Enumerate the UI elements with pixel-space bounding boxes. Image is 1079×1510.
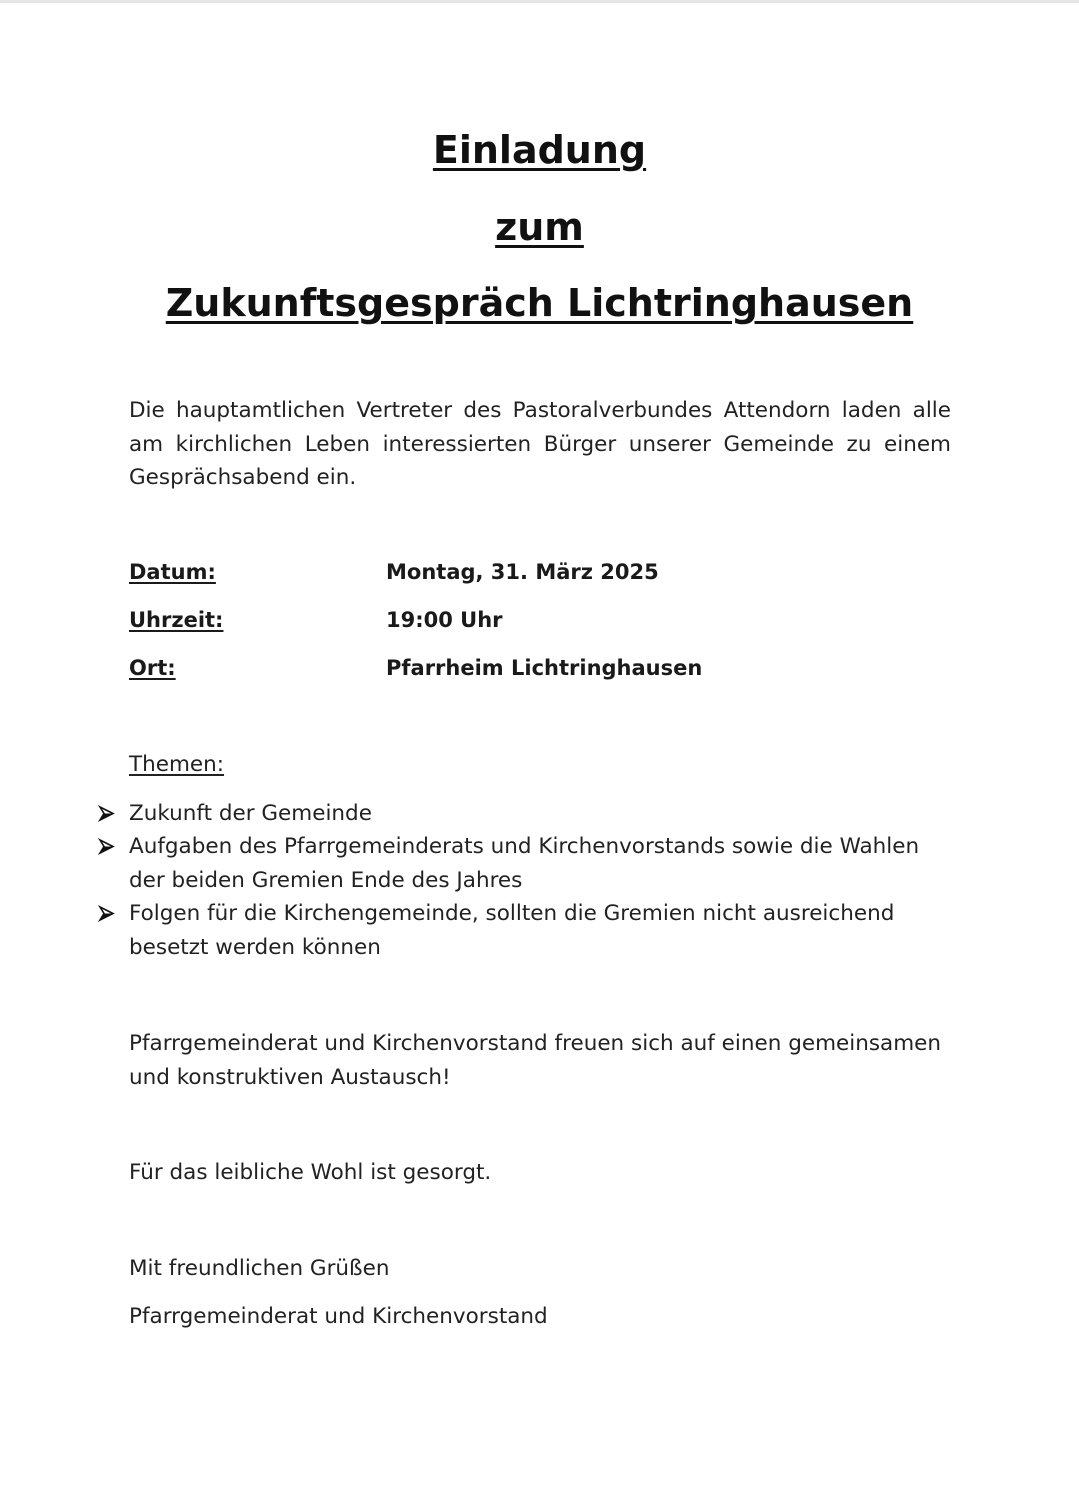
page-top-edge	[0, 0, 1079, 3]
closing-paragraph: Pfarrgemeinderat und Kirchenvorstand freuen sich auf einen gemeinsamen und konstruktiven Austausch!	[129, 1031, 942, 1090]
food-note: Für das leibliche Wohl ist gesorgt.	[129, 1160, 492, 1185]
arrowhead-bullet-icon	[96, 797, 118, 830]
title-line-zum: zum	[495, 205, 584, 249]
theme-item-text: Zukunft der Gemeinde	[129, 801, 372, 826]
themes-heading: Themen:	[129, 752, 225, 777]
place-value: Pfarrheim Lichtringhausen	[386, 656, 703, 680]
date-value: Montag, 31. März 2025	[386, 560, 659, 584]
place-label: Ort:	[129, 656, 176, 680]
arrowhead-bullet-icon	[96, 897, 118, 930]
time-value: 19:00 Uhr	[386, 608, 503, 632]
theme-item-text: Folgen für die Kirchengemeinde, sollten die Gremien nicht ausreichend besetzt werden können	[129, 901, 895, 960]
title-line-event-name: Zukunftsgespräch Lichtringhausen	[165, 281, 914, 325]
detail-row-time	[129, 608, 951, 638]
theme-item-text: Aufgaben des Pfarrgemeinderats und Kirchenvorstands sowie die Wahlen der beiden Gremien Ende des Jahres	[129, 834, 920, 893]
greeting: Mit freundlichen Grüßen	[129, 1256, 390, 1281]
intro-paragraph: Die hauptamtlichen Vertreter des Pastoralverbundes Attendorn laden alle am kirchlichen Leben interessierten Bürger unserer Gemeinde zu einem Gesprächsabend ein.	[129, 398, 951, 490]
detail-row-place	[129, 656, 951, 686]
time-label: Uhrzeit:	[129, 608, 224, 632]
title-line-einladung: Einladung	[432, 128, 647, 172]
arrowhead-bullet-icon	[96, 830, 118, 863]
date-label: Datum:	[129, 560, 216, 584]
signature: Pfarrgemeinderat und Kirchenvorstand	[129, 1304, 548, 1329]
detail-row-date	[129, 560, 951, 590]
